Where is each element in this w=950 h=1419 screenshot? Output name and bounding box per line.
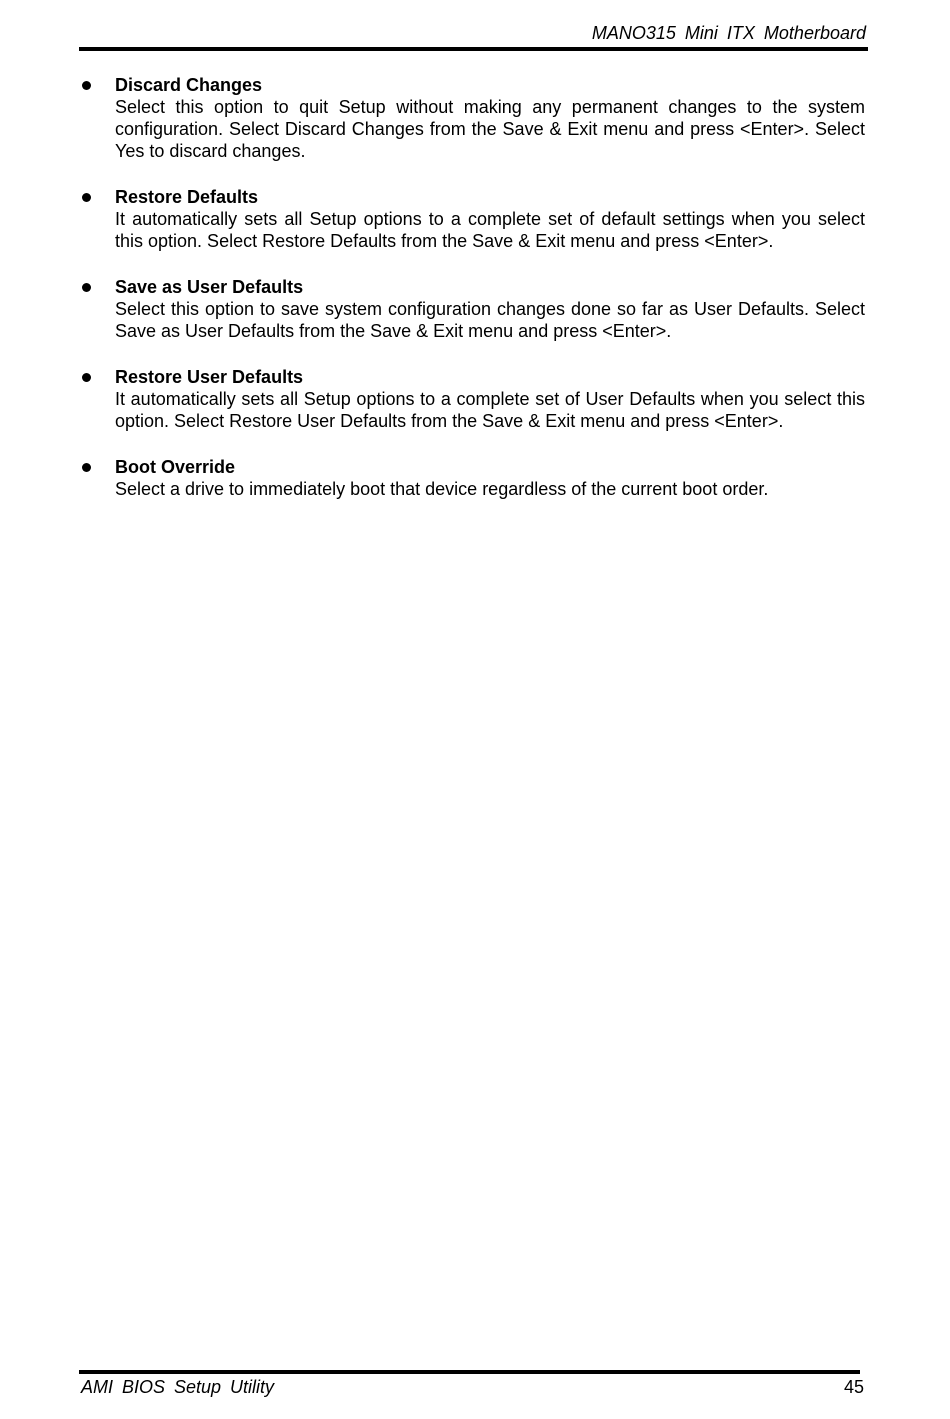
list-item-restore-defaults	[79, 186, 865, 252]
item-title: Restore User Defaults	[115, 367, 304, 387]
header-title: MANO315 Mini ITX Motherboard	[591, 23, 866, 43]
item-title: Discard Changes	[115, 75, 263, 95]
list-item-restore-user-defaults	[79, 366, 865, 432]
header-rule	[79, 47, 868, 51]
bullet-icon	[82, 463, 91, 472]
item-description: Select this option to quit Setup without making any permanent changes to the system configuration. Select Discard Changes from the Save & Exit menu and press <Enter>. Select Yes to discard changes.	[115, 97, 865, 161]
bullet-icon	[82, 193, 91, 202]
page-number: 45	[843, 1377, 864, 1397]
footer-section-title: AMI BIOS Setup Utility	[81, 1377, 275, 1397]
item-description: It automatically sets all Setup options to a complete set of User Defaults when you select this option. Select Restore User Defaults from the Save & Exit menu and press <Enter>.	[115, 389, 865, 431]
bullet-icon	[82, 373, 91, 382]
page-content	[79, 74, 865, 524]
item-title: Restore Defaults	[115, 187, 259, 207]
list-item-save-as-user-defaults	[79, 276, 865, 342]
item-description: It automatically sets all Setup options to a complete set of default settings when you select this option. Select Restore Defaults from the Save & Exit menu and press <Enter>.	[115, 209, 865, 251]
item-title: Boot Override	[115, 457, 236, 477]
bullet-icon	[82, 283, 91, 292]
item-description: Select this option to save system configuration changes done so far as User Defaults. Select Save as User Defaults from the Save & Exit menu and press <Enter>.	[115, 299, 865, 341]
item-description: Select a drive to immediately boot that device regardless of the current boot order.	[115, 479, 769, 499]
list-item-boot-override	[79, 456, 865, 500]
footer-rule	[79, 1370, 860, 1374]
item-title: Save as User Defaults	[115, 277, 304, 297]
list-item-discard-changes	[79, 74, 865, 162]
bullet-icon	[82, 81, 91, 90]
